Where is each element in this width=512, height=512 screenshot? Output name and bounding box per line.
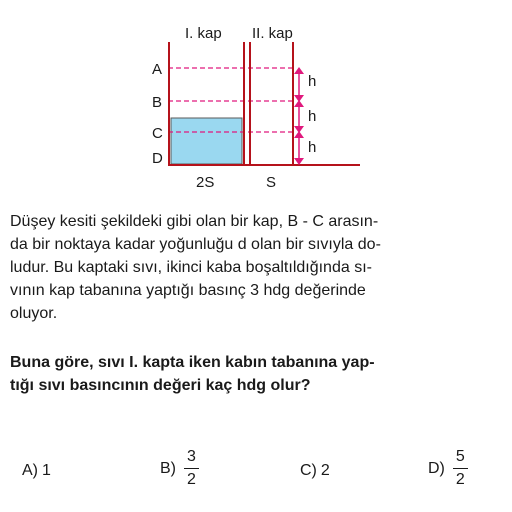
choice-d[interactable] (428, 448, 468, 489)
liquid-fill (171, 118, 242, 164)
level-label-c: C (152, 125, 163, 142)
height-label-1: h (308, 73, 317, 90)
base-label-vessel-ii: S (266, 174, 277, 191)
fraction-denominator: 2 (455, 471, 465, 488)
choice-fraction (184, 448, 199, 489)
height-arrow-3 (294, 131, 304, 165)
level-label-a: A (152, 61, 163, 78)
choice-fraction (453, 448, 468, 489)
question-line: ludur. Bu kaptaki sıvı, ikinci kaba boşaltıldığında sı- (10, 259, 372, 276)
height-arrow-1 (294, 67, 304, 102)
base-label-vessel-i: 2S (196, 174, 215, 191)
question-line: Düşey kesiti şekildeki gibi olan bir kap, B - C arasın- (10, 213, 379, 230)
choice-letter: D) (428, 459, 445, 477)
height-label-2: h (308, 108, 317, 125)
choice-letter: B) (160, 459, 176, 477)
question-line: da bir noktaya kadar yoğunluğu d olan bir sıvıyla do- (10, 236, 381, 253)
height-label-3: h (308, 139, 317, 156)
fraction-numerator: 5 (453, 448, 468, 469)
vessel-i-label: I. kap (185, 25, 222, 42)
choice-value: 2 (320, 462, 330, 479)
choice-letter: A) (22, 462, 38, 479)
question-prompt (10, 351, 502, 397)
question-line: oluyor. (10, 305, 58, 322)
choice-b[interactable] (160, 448, 199, 489)
choice-value: 1 (42, 462, 51, 479)
fraction-numerator: 3 (184, 448, 199, 469)
choice-c[interactable] (300, 462, 330, 480)
level-label-b: B (152, 94, 163, 111)
question-line: vının kap tabanına yaptığı basınç 3 hdg değerinde (10, 282, 366, 299)
question-body (10, 210, 502, 325)
fraction-denominator: 2 (187, 471, 196, 488)
vessel-ii-label: II. kap (252, 25, 293, 42)
height-arrow-2 (294, 100, 304, 133)
prompt-line: Buna göre, sıvı I. kapta iken kabın tabanına yap- (10, 354, 375, 371)
choice-letter: C) (300, 462, 317, 479)
choice-a[interactable] (22, 462, 51, 480)
prompt-line: tığı sıvı basıncının değeri kaç hdg olur? (10, 377, 311, 394)
vessel-figure (0, 0, 512, 200)
level-label-d: D (152, 150, 163, 167)
